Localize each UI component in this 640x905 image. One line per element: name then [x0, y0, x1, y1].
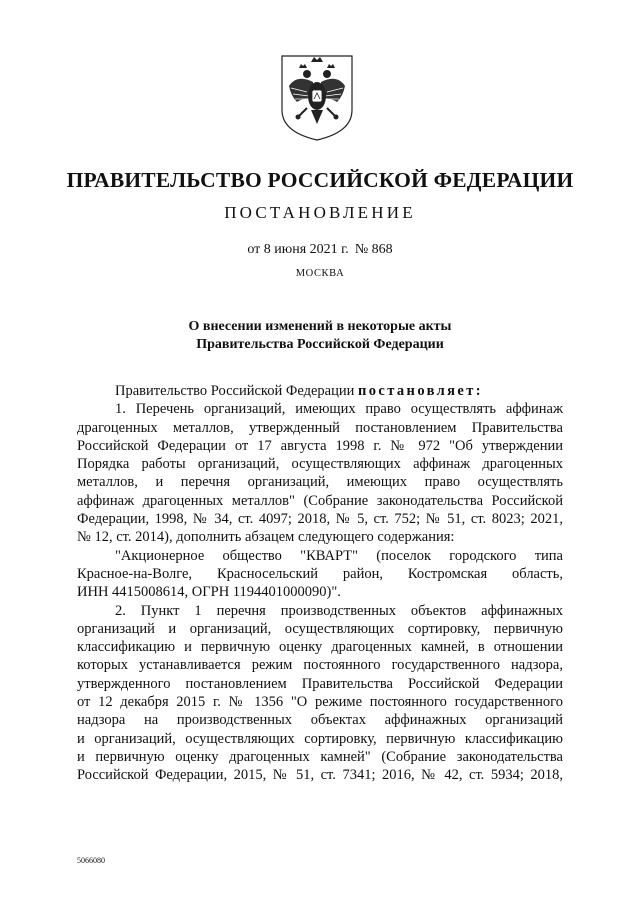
- document-type: ПОСТАНОВЛЕНИЕ: [224, 203, 416, 222]
- subject-line: Правительства Российской Федерации: [196, 337, 444, 352]
- body-line: надзора на производственных объектах аффинажных организаций: [77, 712, 563, 729]
- body-line: "Акционерное общество "КВАРТ" (поселок городского типа: [115, 547, 563, 564]
- body-line: металлов, и перечня организаций, имеющих право осуществлять: [77, 474, 563, 491]
- body-line: классификацию и первичную оценку драгоценных камней, в отношении: [77, 639, 563, 656]
- body-line: Российской Федерации от 17 августа 1998 г. № 972 "Об утверждении: [77, 437, 563, 454]
- subject-line: О внесении изменений в некоторые акты: [188, 319, 452, 334]
- body-line: аффинаж драгоценных металлов" (Собрание законодательства Российской: [77, 492, 563, 509]
- body-line: Российской Федерации, 2015, № 51, ст. 7341; 2016, № 42, ст. 5934; 2018,: [77, 767, 563, 784]
- document-date-line: [0, 242, 640, 258]
- body-line: от 12 декабря 2015 г. № 1356 "О режиме постоянного государственного: [77, 694, 563, 711]
- coat-of-arms-icon: [277, 52, 357, 142]
- government-title: ПРАВИТЕЛЬСТВО РОССИЙСКОЙ ФЕДЕРАЦИИ: [66, 168, 574, 192]
- document-date: от 8 июня 2021 г.: [247, 242, 349, 257]
- body-line: Порядка работы организаций, осуществляющих аффинаж драгоценных: [77, 456, 563, 473]
- body-line: которых устанавливается режим постоянного государственного надзора,: [77, 657, 563, 674]
- document-code: 5066080: [77, 856, 105, 865]
- body-line: 2. Пункт 1 перечня производственных объектов аффинажных: [115, 602, 563, 619]
- body-line: ИНН 4415008614, ОГРН 1194401000090)".: [77, 584, 341, 601]
- body-line: организаций и организаций, осуществляющих сортировку, первичную: [77, 620, 563, 637]
- document-city: МОСКВА: [295, 268, 345, 279]
- body-line: утвержденного постановлением Правительства Российской Федерации: [77, 675, 563, 692]
- preamble-verb: постановляет:: [357, 383, 484, 399]
- preamble: [77, 382, 563, 400]
- body-line: драгоценных металлов, утвержденный постановлением Правительства: [77, 419, 563, 436]
- body-line: и организаций, осуществляющих сортировку, первичную классификацию: [77, 730, 563, 747]
- body-line: и первичную оценку драгоценных камней" (Собрание законодательства: [77, 748, 563, 765]
- document-body: [77, 382, 563, 785]
- document-subject: [0, 318, 640, 354]
- body-line: Федерации, 1998, № 34, ст. 4097; 2018, № 5, ст. 752; № 51, ст. 8023; 2021,: [77, 511, 563, 528]
- body-line: Красное-на-Волге, Красносельский район, Костромская область,: [77, 565, 563, 582]
- document-number: № 868: [354, 242, 393, 257]
- body-line: 1. Перечень организаций, имеющих право осуществлять аффинаж: [115, 401, 563, 418]
- preamble-lead: Правительство Российской Федерации: [115, 383, 358, 399]
- body-line: № 12, ст. 2014), дополнить абзацем следующего содержания:: [77, 529, 455, 546]
